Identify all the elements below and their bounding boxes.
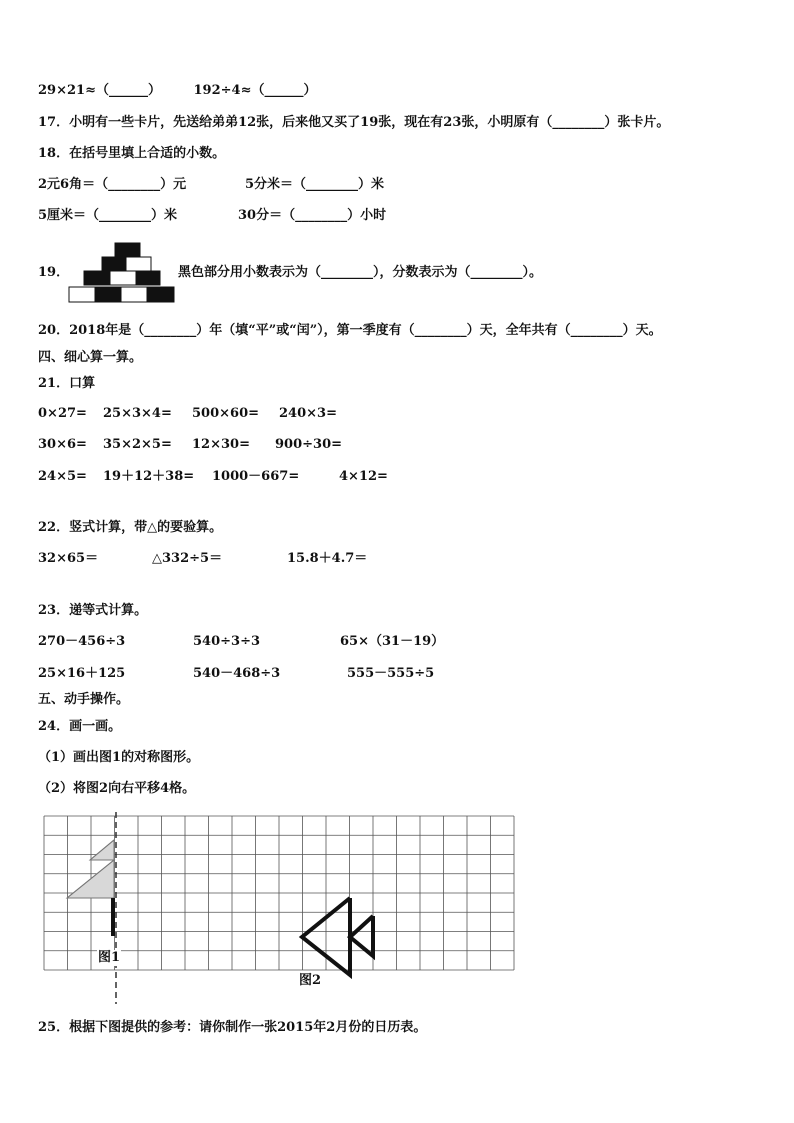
figure-1-label: 图1 <box>98 950 121 965</box>
step-calc-item: 270－456÷3 <box>38 634 126 649</box>
oral-calc-item: 25×3×4= <box>103 406 172 421</box>
question-24-part-2: （2）将图2向右平移4格。 <box>38 781 196 796</box>
section-4-heading: 四、细心算一算。 <box>38 350 143 365</box>
question-23-title: 23．递等式计算。 <box>38 603 148 618</box>
oral-calc-item: 1000－667= <box>212 469 300 484</box>
estimate-row <box>38 83 316 99</box>
oral-calc-item: 19＋12＋38= <box>103 469 195 484</box>
question-18-item: 30分＝（________）小时 <box>238 208 387 223</box>
step-calc-item: 25×16＋125 <box>38 666 126 681</box>
step-calc-item: 540－468÷3 <box>193 666 281 681</box>
question-25: 25．根据下图提供的参考：请你制作一张2015年2月份的日历表。 <box>38 1020 427 1035</box>
question-20: 20．2018年是（________）年（填“平”或“闰”），第一季度有（________）天，全年共有（________）天。 <box>38 323 662 338</box>
vertical-calc-item: △332÷5＝ <box>152 551 223 566</box>
question-18-item: 5厘米＝（________）米 <box>38 208 178 223</box>
question-24-title: 24．画一画。 <box>38 719 122 734</box>
step-calc-item: 555－555÷5 <box>347 666 435 681</box>
question-17: 17．小明有一些卡片，先送给弟弟12张，后来他又买了19张，现在有23张，小明原有（________）张卡片。 <box>38 115 670 130</box>
section-5-heading: 五、动手操作。 <box>38 692 130 707</box>
question-18-item: 2元6角＝（________）元 <box>38 177 187 192</box>
figure-2-label: 图2 <box>299 973 322 988</box>
question-21-title: 21．口算 <box>38 376 96 391</box>
question-19-text: 黑色部分用小数表示为（________），分数表示为（________）。 <box>178 265 543 280</box>
oral-calc-item: 24×5= <box>38 469 87 484</box>
figure-2-shape <box>302 898 373 975</box>
vertical-calc-item: 15.8＋4.7＝ <box>287 551 368 566</box>
oral-calc-item: 500×60= <box>192 406 260 421</box>
estimate-a: 29×21≈（______） <box>38 83 161 98</box>
drawing-grid <box>40 812 520 1004</box>
oral-calc-item: 12×30= <box>192 437 250 452</box>
oral-calc-item: 4×12= <box>339 469 388 484</box>
question-22-title: 22．竖式计算，带△的要验算。 <box>38 520 223 535</box>
question-18-title: 18．在括号里填上合适的小数。 <box>38 146 226 161</box>
oral-calc-item: 0×27= <box>38 406 87 421</box>
estimate-b: 192÷4≈（______） <box>193 83 317 98</box>
figure-1-shaded-triangle <box>67 840 114 898</box>
question-18-item: 5分米＝（________）米 <box>245 177 385 192</box>
stacked-blocks-figure <box>68 242 176 304</box>
oral-calc-item: 240×3= <box>279 406 337 421</box>
vertical-calc-item: 32×65＝ <box>38 551 99 566</box>
step-calc-item: 540÷3÷3 <box>193 634 261 649</box>
step-calc-item: 65×（31－19） <box>340 634 445 649</box>
question-24-part-1: （1）画出图1的对称图形。 <box>38 750 200 765</box>
oral-calc-item: 30×6= <box>38 437 87 452</box>
question-19-number: 19． <box>38 265 70 280</box>
oral-calc-item: 900÷30= <box>275 437 343 452</box>
oral-calc-item: 35×2×5= <box>103 437 172 452</box>
